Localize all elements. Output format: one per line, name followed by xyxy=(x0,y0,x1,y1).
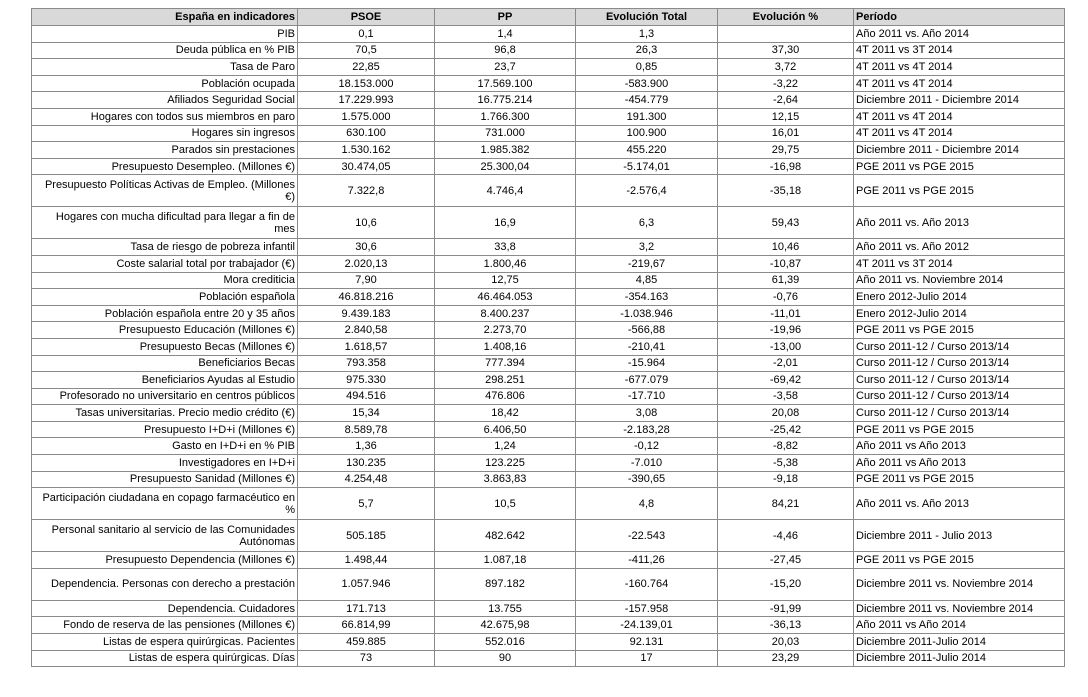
cell-psoe: 30.474,05 xyxy=(298,158,435,175)
cell-psoe: 459.885 xyxy=(298,634,435,651)
table-row xyxy=(32,600,1065,617)
cell-indicator: Tasa de Paro xyxy=(32,59,298,76)
cell-evolution-percent: -4,46 xyxy=(718,520,854,552)
cell-period: Año 2011 vs. Noviembre 2014 xyxy=(854,272,1065,289)
cell-evolution-percent: 29,75 xyxy=(718,142,854,159)
cell-psoe: 22,85 xyxy=(298,59,435,76)
cell-indicator: Parados sin prestaciones xyxy=(32,142,298,159)
cell-evolution-percent: 20,08 xyxy=(718,405,854,422)
cell-evolution-percent xyxy=(718,26,854,43)
cell-period: Curso 2011-12 / Curso 2013/14 xyxy=(854,388,1065,405)
cell-psoe: 1.618,57 xyxy=(298,338,435,355)
cell-psoe: 130.235 xyxy=(298,455,435,472)
cell-pp: 777.394 xyxy=(435,355,576,372)
cell-indicator: PIB xyxy=(32,26,298,43)
cell-period: PGE 2011 vs PGE 2015 xyxy=(854,421,1065,438)
cell-period: Diciembre 2011 vs. Noviembre 2014 xyxy=(854,568,1065,600)
cell-period: 4T 2011 vs 4T 2014 xyxy=(854,75,1065,92)
cell-indicator: Afiliados Seguridad Social xyxy=(32,92,298,109)
table-row xyxy=(32,272,1065,289)
cell-pp: 1,4 xyxy=(435,26,576,43)
cell-evolution-total: 191.300 xyxy=(576,108,718,125)
cell-period: PGE 2011 vs PGE 2015 xyxy=(854,175,1065,207)
cell-evolution-percent: -16,98 xyxy=(718,158,854,175)
cell-evolution-total: -354.163 xyxy=(576,289,718,306)
cell-evolution-percent: 10,46 xyxy=(718,239,854,256)
cell-psoe: 630.100 xyxy=(298,125,435,142)
cell-pp: 298.251 xyxy=(435,372,576,389)
cell-pp: 1.800,46 xyxy=(435,255,576,272)
cell-pp: 23,7 xyxy=(435,59,576,76)
header-evolution-percent: Evolución % xyxy=(718,9,854,26)
cell-period: Diciembre 2011 vs. Noviembre 2014 xyxy=(854,600,1065,617)
cell-indicator: Dependencia. Cuidadores xyxy=(32,600,298,617)
cell-psoe: 505.185 xyxy=(298,520,435,552)
cell-period: Diciembre 2011 - Julio 2013 xyxy=(854,520,1065,552)
cell-pp: 12,75 xyxy=(435,272,576,289)
cell-pp: 123.225 xyxy=(435,455,576,472)
cell-evolution-percent: -10,87 xyxy=(718,255,854,272)
cell-evolution-percent: 3,72 xyxy=(718,59,854,76)
cell-pp: 8.400.237 xyxy=(435,305,576,322)
cell-evolution-percent: -19,96 xyxy=(718,322,854,339)
header-psoe: PSOE xyxy=(298,9,435,26)
header-period: Período xyxy=(854,9,1065,26)
header-indicator: España en indicadores xyxy=(32,9,298,26)
table-row xyxy=(32,372,1065,389)
cell-period: Enero 2012-Julio 2014 xyxy=(854,289,1065,306)
cell-evolution-total: -160.764 xyxy=(576,568,718,600)
cell-indicator: Coste salarial total por trabajador (€) xyxy=(32,255,298,272)
cell-psoe: 494.516 xyxy=(298,388,435,405)
cell-pp: 17.569.100 xyxy=(435,75,576,92)
table-row xyxy=(32,92,1065,109)
cell-evolution-total: -390,65 xyxy=(576,471,718,488)
cell-evolution-total: -24.139,01 xyxy=(576,617,718,634)
cell-period: Año 2011 vs. Año 2013 xyxy=(854,488,1065,520)
cell-evolution-percent: 61,39 xyxy=(718,272,854,289)
cell-pp: 1.766.300 xyxy=(435,108,576,125)
cell-pp: 6.406,50 xyxy=(435,421,576,438)
cell-pp: 1,24 xyxy=(435,438,576,455)
cell-evolution-total: 1,3 xyxy=(576,26,718,43)
cell-evolution-percent: -0,76 xyxy=(718,289,854,306)
cell-evolution-total: 17 xyxy=(576,650,718,667)
cell-indicator: Presupuesto Becas (Millones €) xyxy=(32,338,298,355)
table-row xyxy=(32,42,1065,59)
cell-evolution-percent: -36,13 xyxy=(718,617,854,634)
cell-pp: 10,5 xyxy=(435,488,576,520)
cell-evolution-percent: -13,00 xyxy=(718,338,854,355)
cell-evolution-total: -157.958 xyxy=(576,600,718,617)
table-row xyxy=(32,75,1065,92)
cell-psoe: 2.840,58 xyxy=(298,322,435,339)
cell-pp: 42.675,98 xyxy=(435,617,576,634)
cell-evolution-total: -22.543 xyxy=(576,520,718,552)
indicators-table xyxy=(31,8,1065,667)
table-row xyxy=(32,239,1065,256)
cell-psoe: 7.322,8 xyxy=(298,175,435,207)
table-row xyxy=(32,471,1065,488)
cell-indicator: Personal sanitario al servicio de las Comunidades Autónomas xyxy=(32,520,298,552)
table-row xyxy=(32,322,1065,339)
cell-period: Año 2011 vs Año 2014 xyxy=(854,617,1065,634)
table-row xyxy=(32,405,1065,422)
cell-period: Diciembre 2011-Julio 2014 xyxy=(854,650,1065,667)
cell-period: 4T 2011 vs 4T 2014 xyxy=(854,125,1065,142)
table-row xyxy=(32,421,1065,438)
cell-psoe: 793.358 xyxy=(298,355,435,372)
cell-evolution-total: 455.220 xyxy=(576,142,718,159)
cell-evolution-total: 3,08 xyxy=(576,405,718,422)
cell-indicator: Presupuesto Políticas Activas de Empleo. (Millones €) xyxy=(32,175,298,207)
cell-period: Diciembre 2011-Julio 2014 xyxy=(854,634,1065,651)
cell-pp: 25.300,04 xyxy=(435,158,576,175)
cell-evolution-percent: 37,30 xyxy=(718,42,854,59)
cell-indicator: Fondo de reserva de las pensiones (Millones €) xyxy=(32,617,298,634)
cell-pp: 4.746,4 xyxy=(435,175,576,207)
cell-period: Diciembre 2011 - Diciembre 2014 xyxy=(854,92,1065,109)
cell-evolution-total: -15.964 xyxy=(576,355,718,372)
cell-evolution-total: -566,88 xyxy=(576,322,718,339)
cell-pp: 33,8 xyxy=(435,239,576,256)
table-row xyxy=(32,59,1065,76)
cell-evolution-percent: 84,21 xyxy=(718,488,854,520)
table-row xyxy=(32,520,1065,552)
cell-indicator: Hogares sin ingresos xyxy=(32,125,298,142)
cell-evolution-percent: -3,58 xyxy=(718,388,854,405)
cell-pp: 482.642 xyxy=(435,520,576,552)
cell-period: Curso 2011-12 / Curso 2013/14 xyxy=(854,405,1065,422)
table-row xyxy=(32,355,1065,372)
cell-evolution-total: 3,2 xyxy=(576,239,718,256)
cell-period: PGE 2011 vs PGE 2015 xyxy=(854,552,1065,569)
cell-evolution-percent: -5,38 xyxy=(718,455,854,472)
table-row xyxy=(32,125,1065,142)
cell-psoe: 73 xyxy=(298,650,435,667)
cell-pp: 90 xyxy=(435,650,576,667)
cell-evolution-percent: 20,03 xyxy=(718,634,854,651)
table-row xyxy=(32,305,1065,322)
table-row xyxy=(32,338,1065,355)
table-row xyxy=(32,488,1065,520)
cell-pp: 1.985.382 xyxy=(435,142,576,159)
cell-psoe: 0,1 xyxy=(298,26,435,43)
cell-indicator: Presupuesto Desempleo. (Millones €) xyxy=(32,158,298,175)
header-pp: PP xyxy=(435,9,576,26)
cell-period: PGE 2011 vs PGE 2015 xyxy=(854,471,1065,488)
cell-evolution-total: -411,26 xyxy=(576,552,718,569)
cell-evolution-total: 0,85 xyxy=(576,59,718,76)
cell-indicator: Población ocupada xyxy=(32,75,298,92)
cell-period: Año 2011 vs. Año 2014 xyxy=(854,26,1065,43)
cell-pp: 46.464.053 xyxy=(435,289,576,306)
cell-period: Año 2011 vs. Año 2012 xyxy=(854,239,1065,256)
cell-indicator: Hogares con todos sus miembros en paro xyxy=(32,108,298,125)
cell-evolution-total: -583.900 xyxy=(576,75,718,92)
cell-evolution-percent: -2,64 xyxy=(718,92,854,109)
cell-evolution-percent: -8,82 xyxy=(718,438,854,455)
table-row xyxy=(32,552,1065,569)
cell-evolution-percent: -69,42 xyxy=(718,372,854,389)
table-row xyxy=(32,617,1065,634)
table-body xyxy=(32,26,1065,667)
cell-indicator: Presupuesto Dependencia (Millones €) xyxy=(32,552,298,569)
cell-evolution-total: 100.900 xyxy=(576,125,718,142)
cell-indicator: Mora crediticia xyxy=(32,272,298,289)
cell-evolution-total: -210,41 xyxy=(576,338,718,355)
cell-pp: 552.016 xyxy=(435,634,576,651)
cell-evolution-total: 6,3 xyxy=(576,207,718,239)
cell-indicator: Tasas universitarias. Precio medio crédito (€) xyxy=(32,405,298,422)
cell-pp: 731.000 xyxy=(435,125,576,142)
table-row xyxy=(32,158,1065,175)
cell-period: Año 2011 vs Año 2013 xyxy=(854,438,1065,455)
cell-evolution-percent: -35,18 xyxy=(718,175,854,207)
cell-period: Año 2011 vs. Año 2013 xyxy=(854,207,1065,239)
cell-evolution-total: 4,85 xyxy=(576,272,718,289)
cell-psoe: 1.530.162 xyxy=(298,142,435,159)
table-row xyxy=(32,388,1065,405)
cell-evolution-percent: -25,42 xyxy=(718,421,854,438)
cell-evolution-percent: -11,01 xyxy=(718,305,854,322)
cell-pp: 897.182 xyxy=(435,568,576,600)
cell-psoe: 10,6 xyxy=(298,207,435,239)
cell-period: PGE 2011 vs PGE 2015 xyxy=(854,158,1065,175)
cell-indicator: Listas de espera quirúrgicas. Días xyxy=(32,650,298,667)
cell-pp: 3.863,83 xyxy=(435,471,576,488)
cell-evolution-total: -0,12 xyxy=(576,438,718,455)
cell-period: 4T 2011 vs 3T 2014 xyxy=(854,42,1065,59)
cell-period: Curso 2011-12 / Curso 2013/14 xyxy=(854,355,1065,372)
cell-indicator: Población española entre 20 y 35 años xyxy=(32,305,298,322)
cell-pp: 1.087,18 xyxy=(435,552,576,569)
cell-evolution-total: -17.710 xyxy=(576,388,718,405)
cell-pp: 96,8 xyxy=(435,42,576,59)
cell-indicator: Población española xyxy=(32,289,298,306)
cell-psoe: 17.229.993 xyxy=(298,92,435,109)
cell-pp: 476.806 xyxy=(435,388,576,405)
cell-pp: 18,42 xyxy=(435,405,576,422)
cell-psoe: 975.330 xyxy=(298,372,435,389)
cell-indicator: Beneficiarios Becas xyxy=(32,355,298,372)
cell-psoe: 1.575.000 xyxy=(298,108,435,125)
cell-indicator: Gasto en I+D+i en % PIB xyxy=(32,438,298,455)
cell-evolution-percent: -27,45 xyxy=(718,552,854,569)
cell-psoe: 9.439.183 xyxy=(298,305,435,322)
cell-evolution-total: 4,8 xyxy=(576,488,718,520)
cell-psoe: 1,36 xyxy=(298,438,435,455)
cell-psoe: 2.020,13 xyxy=(298,255,435,272)
cell-evolution-percent: 12,15 xyxy=(718,108,854,125)
cell-period: Curso 2011-12 / Curso 2013/14 xyxy=(854,338,1065,355)
table-row xyxy=(32,108,1065,125)
cell-indicator: Dependencia. Personas con derecho a prestación xyxy=(32,568,298,600)
cell-period: Curso 2011-12 / Curso 2013/14 xyxy=(854,372,1065,389)
cell-indicator: Deuda pública en % PIB xyxy=(32,42,298,59)
cell-evolution-total: -5.174,01 xyxy=(576,158,718,175)
cell-psoe: 5,7 xyxy=(298,488,435,520)
cell-period: PGE 2011 vs PGE 2015 xyxy=(854,322,1065,339)
cell-psoe: 8.589,78 xyxy=(298,421,435,438)
cell-evolution-percent: -15,20 xyxy=(718,568,854,600)
cell-evolution-total: -2.576,4 xyxy=(576,175,718,207)
cell-evolution-percent: 23,29 xyxy=(718,650,854,667)
cell-evolution-total: -219,67 xyxy=(576,255,718,272)
cell-psoe: 7,90 xyxy=(298,272,435,289)
table-row xyxy=(32,634,1065,651)
cell-psoe: 46.818.216 xyxy=(298,289,435,306)
cell-psoe: 4.254,48 xyxy=(298,471,435,488)
cell-indicator: Hogares con mucha dificultad para llegar a fin de mes xyxy=(32,207,298,239)
cell-evolution-percent: -91,99 xyxy=(718,600,854,617)
cell-period: 4T 2011 vs 3T 2014 xyxy=(854,255,1065,272)
cell-evolution-percent: -3,22 xyxy=(718,75,854,92)
cell-psoe: 15,34 xyxy=(298,405,435,422)
cell-indicator: Profesorado no universitario en centros públicos xyxy=(32,388,298,405)
cell-pp: 1.408,16 xyxy=(435,338,576,355)
table-row xyxy=(32,175,1065,207)
table-row xyxy=(32,142,1065,159)
cell-period: Año 2011 vs Año 2013 xyxy=(854,455,1065,472)
table-row xyxy=(32,255,1065,272)
table-row xyxy=(32,207,1065,239)
cell-evolution-percent: 59,43 xyxy=(718,207,854,239)
cell-evolution-total: -677.079 xyxy=(576,372,718,389)
cell-period: Enero 2012-Julio 2014 xyxy=(854,305,1065,322)
cell-psoe: 171.713 xyxy=(298,600,435,617)
cell-indicator: Presupuesto I+D+i (Millones €) xyxy=(32,421,298,438)
cell-period: 4T 2011 vs 4T 2014 xyxy=(854,59,1065,76)
header-evolution-total: Evolución Total xyxy=(576,9,718,26)
cell-evolution-total: -7.010 xyxy=(576,455,718,472)
cell-psoe: 70,5 xyxy=(298,42,435,59)
cell-indicator: Participación ciudadana en copago farmacéutico en % xyxy=(32,488,298,520)
cell-evolution-percent: -2,01 xyxy=(718,355,854,372)
cell-pp: 13.755 xyxy=(435,600,576,617)
table-row xyxy=(32,650,1065,667)
cell-psoe: 30,6 xyxy=(298,239,435,256)
cell-pp: 16,9 xyxy=(435,207,576,239)
table-row xyxy=(32,568,1065,600)
cell-pp: 2.273,70 xyxy=(435,322,576,339)
cell-pp: 16.775.214 xyxy=(435,92,576,109)
cell-indicator: Presupuesto Sanidad (Millones €) xyxy=(32,471,298,488)
table-row xyxy=(32,455,1065,472)
cell-period: 4T 2011 vs 4T 2014 xyxy=(854,108,1065,125)
table-row xyxy=(32,26,1065,43)
cell-indicator: Listas de espera quirúrgicas. Pacientes xyxy=(32,634,298,651)
cell-evolution-percent: 16,01 xyxy=(718,125,854,142)
cell-evolution-total: -454.779 xyxy=(576,92,718,109)
cell-period: Diciembre 2011 - Diciembre 2014 xyxy=(854,142,1065,159)
cell-indicator: Investigadores en I+D+i xyxy=(32,455,298,472)
cell-evolution-total: -1.038.946 xyxy=(576,305,718,322)
cell-indicator: Beneficiarios Ayudas al Estudio xyxy=(32,372,298,389)
cell-psoe: 18.153.000 xyxy=(298,75,435,92)
cell-psoe: 1.057.946 xyxy=(298,568,435,600)
cell-psoe: 1.498,44 xyxy=(298,552,435,569)
cell-evolution-total: 92.131 xyxy=(576,634,718,651)
table-row xyxy=(32,289,1065,306)
cell-indicator: Presupuesto Educación (Millones €) xyxy=(32,322,298,339)
cell-evolution-percent: -9,18 xyxy=(718,471,854,488)
table-row xyxy=(32,438,1065,455)
cell-evolution-total: -2.183,28 xyxy=(576,421,718,438)
header-row xyxy=(32,9,1065,26)
cell-evolution-total: 26,3 xyxy=(576,42,718,59)
cell-indicator: Tasa de riesgo de pobreza infantil xyxy=(32,239,298,256)
cell-psoe: 66.814,99 xyxy=(298,617,435,634)
